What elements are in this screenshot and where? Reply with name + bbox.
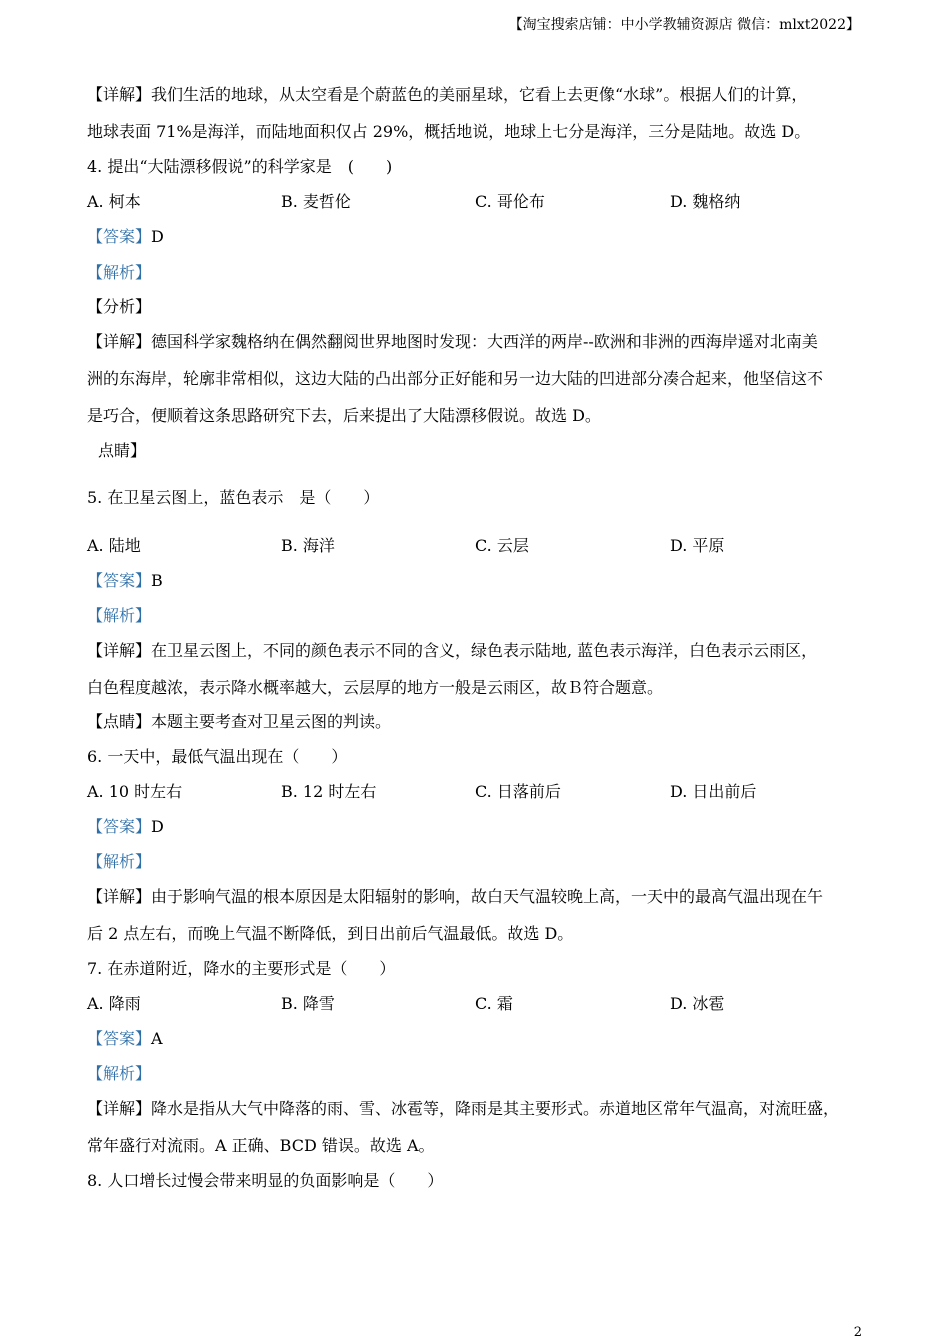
answer-label: 【答案】 (87, 571, 152, 590)
answer-line (87, 568, 163, 591)
option-a: A. 陆地 (87, 536, 141, 555)
answer-label: 【答案】 (87, 227, 152, 246)
explanation-line: 洲的东海岸，轮廓非常相似，这边大陆的凸出部分正好能和另一边大陆的凹进部分凑合起来，他坚信这不 (87, 369, 824, 388)
answer-label: 【答案】 (87, 817, 152, 836)
question-6: 6. 一天中，最低气温出现在（ ） (87, 747, 348, 766)
answer-value: D (151, 227, 164, 246)
option-d: D. 魏格纳 (670, 192, 741, 211)
explanation-line: 【详解】我们生活的地球，从太空看是个蔚蓝色的美丽星球，它看上去更像“水球”。根据人们的计算， (87, 85, 808, 104)
option-b: B. 12 时左右 (281, 782, 377, 801)
option-b: B. 海洋 (281, 536, 335, 555)
explanation-line: 【详解】在卫星云图上，不同的颜色表示不同的含义，绿色表示陆地, 蓝色表示海洋，白色表示云雨区， (87, 641, 818, 660)
header-note: 【淘宝搜索店铺：中小学教辅资源店 微信：mlxt2022】 (508, 17, 860, 33)
explanation-line: 【详解】由于影响气温的根本原因是太阳辐射的影响，故白天气温较晚上高，一天中的最高气温出现在午 (87, 887, 824, 906)
answer-line (87, 1026, 163, 1049)
answer-label: 【答案】 (87, 1029, 152, 1048)
option-d: D. 日出前后 (670, 782, 757, 801)
explanation-line: 【详解】德国科学家魏格纳在偶然翻阅世界地图时发现：大西洋的两岸--欧洲和非洲的西海岸遥对北南美 (87, 332, 818, 351)
question-8: 8. 人口增长过慢会带来明显的负面影响是（ ） (87, 1171, 444, 1190)
option-a: A. 降雨 (87, 994, 141, 1013)
question-7: 7. 在赤道附近，降水的主要形式是（ ） (87, 959, 396, 978)
explanation-line: 是巧合，便顺着这条思路研究下去，后来提出了大陆漂移假说。故选 D。 (87, 406, 601, 425)
option-c: C. 霜 (475, 994, 513, 1013)
answer-value: A (151, 1029, 163, 1048)
answer-value: B (151, 571, 163, 590)
option-b: B. 降雪 (281, 994, 335, 1013)
explanation-line: 白色程度越浓，表示降水概率越大，云层厚的地方一般是云雨区，故Ｂ符合题意。 (87, 678, 664, 697)
comment-heading: 点睛】 (98, 441, 147, 460)
option-c: C. 云层 (475, 536, 529, 555)
analysis-label: 【解析】 (87, 606, 152, 625)
option-c: C. 日落前后 (475, 782, 561, 801)
analysis-label: 【解析】 (87, 263, 152, 282)
answer-value: D (151, 817, 164, 836)
analysis-label: 【解析】 (87, 852, 152, 871)
explanation-line: 常年盛行对流雨。A 正确、BCD 错误。故选 A。 (87, 1136, 435, 1155)
comment-line: 【点睛】本题主要考查对卫星云图的判读。 (87, 712, 392, 731)
option-c: C. 哥伦布 (475, 192, 545, 211)
option-a: A. 10 时左右 (87, 782, 183, 801)
page-number: 2 (853, 1325, 862, 1340)
option-a: A. 柯本 (87, 192, 141, 211)
analysis-heading: 【分析】 (87, 297, 152, 316)
option-d: D. 冰雹 (670, 994, 725, 1013)
analysis-label: 【解析】 (87, 1064, 152, 1083)
question-5: 5. 在卫星云图上，蓝色表示 是（ ） (87, 488, 380, 507)
answer-line (87, 814, 164, 837)
explanation-line: 地球表面 71%是海洋，而陆地面积仅占 29%，概括地说，地球上七分是海洋，三分是陆地。故选 D。 (87, 122, 811, 141)
option-d: D. 平原 (670, 536, 725, 555)
explanation-line: 【详解】降水是指从大气中降落的雨、雪、冰雹等，降雨是其主要形式。赤道地区常年气温高，对流旺盛， (87, 1099, 840, 1118)
answer-line (87, 224, 164, 247)
option-b: B. 麦哲伦 (281, 192, 351, 211)
explanation-line: 后 2 点左右，而晚上气温不断降低，到日出前后气温最低。故选 D。 (87, 924, 574, 943)
question-4: 4. 提出“大陆漂移假说”的科学家是 ( ) (87, 157, 393, 176)
